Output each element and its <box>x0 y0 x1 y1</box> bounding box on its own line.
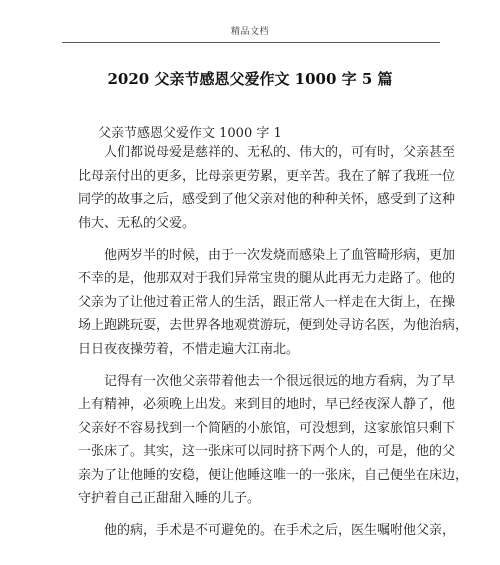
text-line: 他两岁半的时候，由于一次发烧而感染上了血管畸形病，更加 <box>104 247 456 263</box>
text-line: 一张床了。其实，这一张床可以同时挤下两个人的，可是，他的父 <box>78 444 456 459</box>
essay-body <box>78 141 469 543</box>
essay-subtitle: 父亲节感恩父爱作文 1000 字 1 <box>98 126 282 141</box>
text-line: 场上跑跳玩耍，去世界各地观赏游玩，便到处寻访名医，为他治病， <box>78 318 469 333</box>
text-line: 他的病，手术是不可避免的。在手术之后，医生嘱咐他父亲， <box>104 523 456 538</box>
text-line: 同学的故事之后，感受到了他父亲对他的种种关怀，感受到了这种 <box>78 192 456 207</box>
text-line: 父亲好不容易找到一个简陋的小旅馆，可没想到，这家旅馆只剩下 <box>78 420 456 436</box>
text-line: 人们都说母爱是慈祥的、无私的、伟大的，可有时，父亲甚至 <box>104 145 456 160</box>
running-header: 精品文档 <box>230 27 269 37</box>
text-line: 伟大、无私的父爱。 <box>78 215 196 231</box>
document-title: 2020 父亲节感恩父爱作文 1000 字 5 篇 <box>107 70 393 88</box>
text-line: 上有精神，必须晚上出发。来到目的地时，早已经夜深人静了，他 <box>78 397 456 412</box>
paragraph <box>78 370 469 511</box>
paragraph <box>78 244 469 362</box>
text-line: 日日夜夜操劳着，不惜走遍大江南北。 <box>78 341 300 357</box>
header-divider <box>62 42 440 43</box>
text-line: 不幸的是，他那双对于我们异常宝贵的腿从此再无力走路了。他的 <box>78 271 456 286</box>
paragraph <box>78 519 456 543</box>
text-line: 父亲为了让他过着正常人的生活，跟正常人一样走在大街上，在操 <box>78 294 456 310</box>
text-line: 记得有一次他父亲带着他去一个很远很远的地方看病，为了早 <box>104 373 456 389</box>
paragraph <box>78 141 456 235</box>
text-line: 亲为了让他睡的安稳，便让他睡这唯一的一张床，自己便坐在床边， <box>78 467 469 483</box>
text-line: 守护着自己正甜甜入睡的儿子。 <box>78 491 261 506</box>
text-line: 比母亲付出的更多，比母亲更劳累，更辛苦。我在了解了我班一位 <box>78 168 456 184</box>
